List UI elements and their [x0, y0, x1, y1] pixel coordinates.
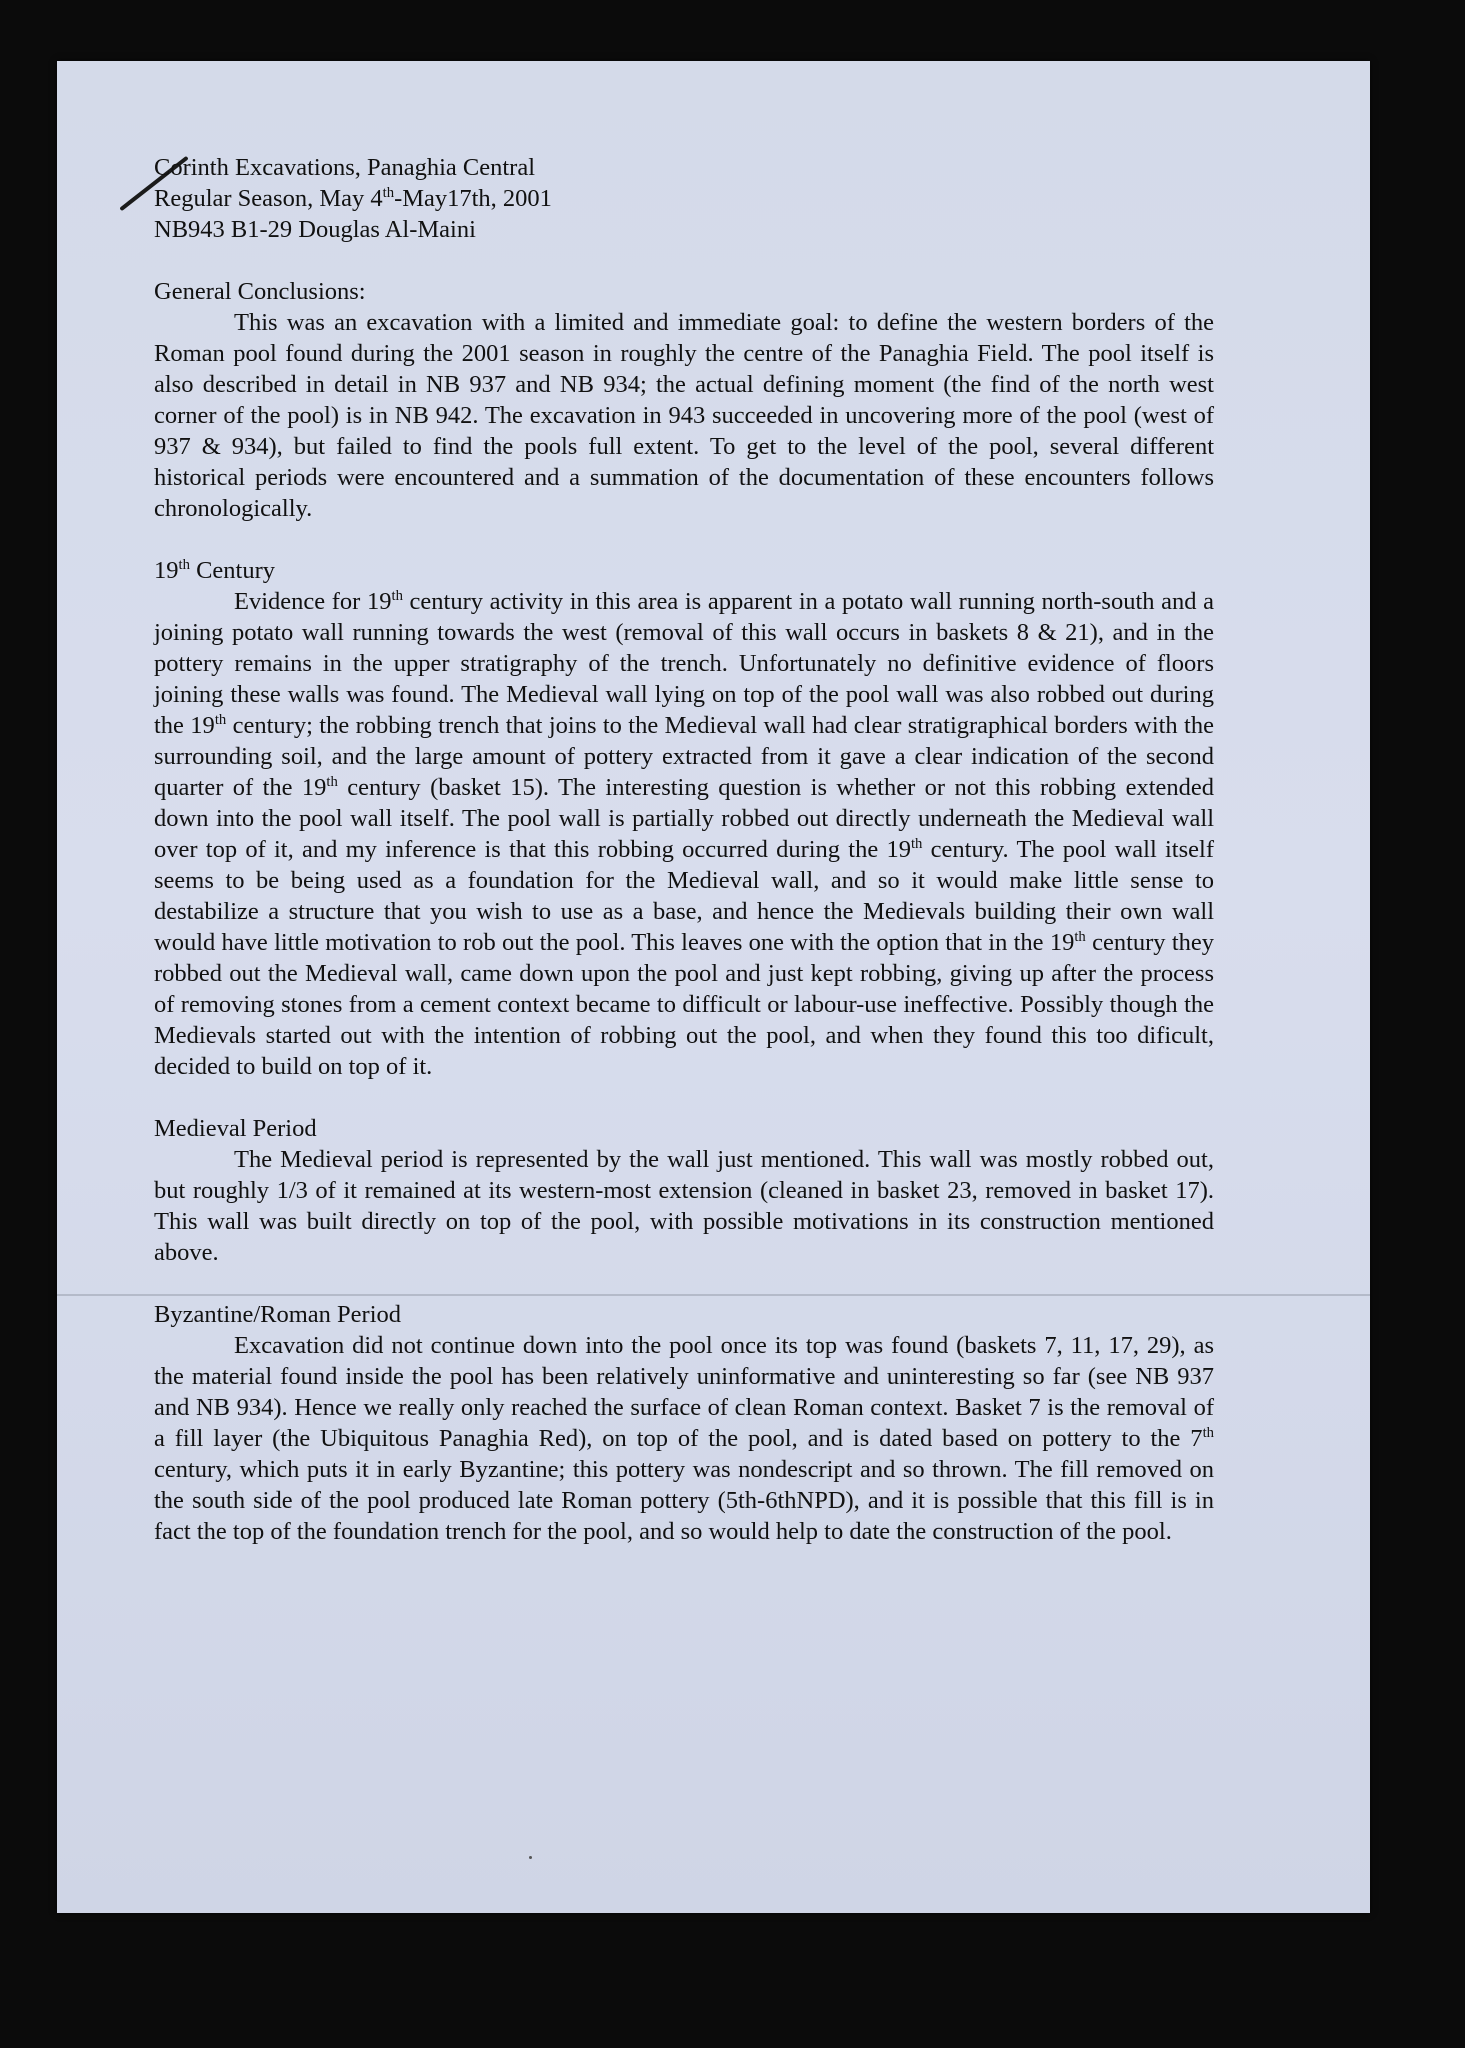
header-line-site: Corinth Excavations, Panaghia Central: [154, 154, 536, 181]
ink-dot: [529, 1856, 532, 1859]
section-title: Medieval Period: [154, 1115, 317, 1142]
section-body: This was an excavation with a limited and immediate goal: to define the western borders of the Roman pool found during the 2001 season in roughly the centre of the Panaghia Field. The pool itself is also described in detail in NB 937 and NB 934; the actual defining moment (the find of the north west corner of the pool) is in NB 942. The excavation in 943 succeeded in uncovering more of the pool (west of 937 & 934), but failed to find the pools full extent. To get to the level of the pool, several different historical periods were encountered and a summation of the documentation of these encounters follows chronologically.: [154, 309, 1214, 522]
section-title: Byzantine/Roman Period: [154, 1301, 401, 1328]
document-header: [154, 152, 1214, 245]
section-general-conclusions: [154, 276, 1214, 524]
section-body: The Medieval period is represented by the wall just mentioned. This wall was mostly robbed out, but roughly 1/3 of it remained at its western-most extension (cleaned in basket 23, removed in basket 17). This wall was built directly on top of the pool, with possible motivations in its construction mentioned above.: [154, 1146, 1214, 1266]
section-body: Excavation did not continue down into the pool once its top was found (baskets 7, 11, 17, 29), as the material found inside the pool has been relatively uninformative and uninteresting so far (see NB 937 and NB 934). Hence we really only reached the surface of clean Roman context. Basket 7 is the removal of a fill layer (the Ubiquitous Panaghia Red), on top of the pool, and is dated based on pottery to the 7th century, which puts it in early Byzantine; this pottery was nondescript and so thrown. The fill removed on the south side of the pool produced late Roman pottery (5th-6thNPD), and it is possible that this fill is in fact the top of the foundation trench for the pool, and so would help to date the construction of the pool.: [154, 1332, 1214, 1545]
document-text: [154, 152, 1214, 1547]
section-body: Evidence for 19th century activity in this area is apparent in a potato wall running north-south and a joining potato wall running towards the west (removal of this wall occurs in baskets 8 & 21), and in the pottery remains in the upper stratigraphy of the trench. Unfortunately no definitive evidence of floors joining these walls was found. The Medieval wall lying on top of the pool wall was also robbed out during the 19th century; the robbing trench that joins to the Medieval wall had clear stratigraphical borders with the surrounding soil, and the large amount of pottery extracted from it gave a clear indication of the second quarter of the 19th century (basket 15). The interesting question is whether or not this robbing extended down into the pool wall itself. The pool wall is partially robbed out directly underneath the Medieval wall over top of it, and my inference is that this robbing occurred during the 19th century. The pool wall itself seems to be being used as a foundation for the Medieval wall, and so it would make little sense to destabilize a structure that you wish to use as a base, and hence the Medievals building their own wall would have little motivation to rob out the pool. This leaves one with the option that in the 19th century they robbed out the Medieval wall, came down upon the pool and just kept robbing, giving up after the process of removing stones from a cement context became to difficult or labour-use ineffective. Possibly though the Medievals started out with the intention of robbing out the pool, and when they found this too dificult, decided to build on top of it.: [154, 587, 1215, 1080]
section-byzantine-roman-period: [154, 1299, 1214, 1547]
section-medieval-period: [154, 1113, 1214, 1268]
section-19th-century: [154, 555, 1214, 1082]
header-line-season: Regular Season, May 4th-May17th, 2001: [154, 184, 552, 212]
section-title: 19th Century: [154, 556, 275, 584]
header-line-notebook: NB943 B1-29 Douglas Al-Maini: [154, 216, 476, 243]
section-title: General Conclusions:: [154, 278, 366, 305]
